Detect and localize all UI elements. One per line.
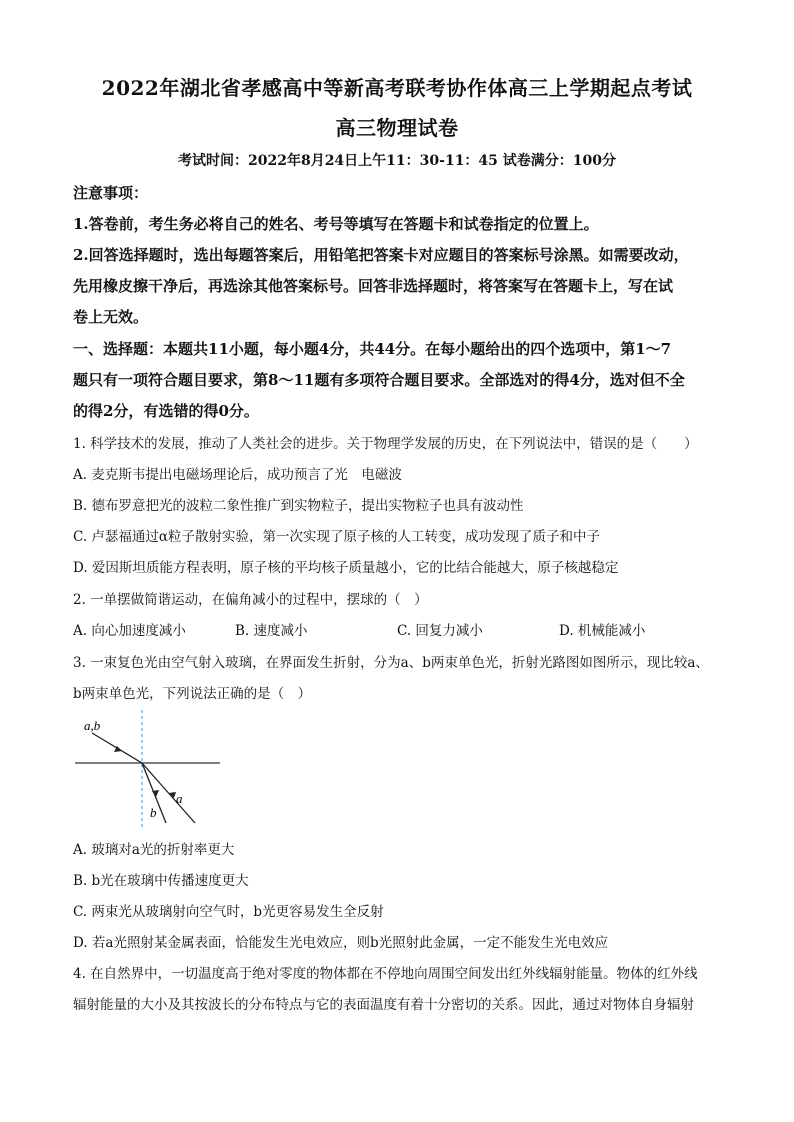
notice-item-2-line-1: 2.回答选择题时，选出每题答案后，用铅笔把答案卡对应题目的答案标号涂黑。如需要改动， <box>73 246 689 264</box>
q3-stem-line-1: 3. 一束复色光由空气射入玻璃，在界面发生折射，分为a、b两束单色光，折射光路图如图所示，现比较a、 <box>73 655 709 671</box>
q4-line-1: 4. 在自然界中，一切温度高于绝对零度的物体都在不停地向周围空间发出红外线辐射能量。物体的红外线 <box>73 966 698 982</box>
section-1-line-1: 一、选择题：本题共11小题，每小题4分，共44分。在每小题给出的四个选项中，第1～7 <box>73 340 672 358</box>
notice-item-1: 1.答卷前，考生务必将自己的姓名、考号等填写在答题卡和试卷指定的位置上。 <box>73 215 599 233</box>
notice-item-2-line-3: 卷上无效。 <box>73 308 149 326</box>
q4-line-2: 辐射能量的大小及其按波长的分布特点与它的表面温度有着十分密切的关系。因此，通过对物体自身辐射 <box>73 997 694 1013</box>
q2-option-c: C. 回复力减小 <box>397 623 483 639</box>
q2-options <box>73 619 733 639</box>
q2-stem: 2. 一单摆做简谐运动，在偏角减小的过程中，摆球的（ ） <box>73 592 428 608</box>
refraction-diagram <box>70 705 220 835</box>
q3-option-a: A. 玻璃对a光的折射率更大 <box>73 842 235 858</box>
label-ab: a,b <box>84 718 101 733</box>
q3-option-d: D. 若a光照射某金属表面，恰能发生光电效应，则b光照射此金属，一定不能发生光电效应 <box>73 935 609 951</box>
section-1-line-3: 的得2分，有选错的得0分。 <box>73 402 259 420</box>
q1-stem: 1. 科学技术的发展，推动了人类社会的进步。关于物理学发展的历史，在下列说法中，错误的是（ ） <box>73 436 698 452</box>
q2-option-a: A. 向心加速度减小 <box>73 623 186 639</box>
q2-option-d: D. 机械能减小 <box>559 623 646 639</box>
exam-subtitle: 高三物理试卷 <box>335 116 459 140</box>
notice-heading: 注意事项： <box>73 184 149 202</box>
q1-option-b: B. 德布罗意把光的波粒二象性推广到实物粒子，提出实物粒子也具有波动性 <box>73 498 524 514</box>
q1-option-d: D. 爱因斯坦质能方程表明，原子核的平均核子质量越小，它的比结合能越大，原子核越稳定 <box>73 560 619 576</box>
q3-option-b: B. b光在玻璃中传播速度更大 <box>73 873 249 889</box>
exam-title: 2022年湖北省孝感高中等新高考联考协作体高三上学期起点考试 <box>101 76 693 100</box>
q1-option-c: C. 卢瑟福通过α粒子散射实验，第一次实现了原子核的人工转变，成功发现了质子和中子 <box>73 529 601 545</box>
section-1-line-2: 题只有一项符合题目要求，第8～11题有多项符合题目要求。全部选对的得4分，选对但不全 <box>73 371 685 389</box>
ray-b-arrow <box>152 790 159 797</box>
notice-item-2-line-2: 先用橡皮擦干净后，再选涂其他答案标号。回答非选择题时，将答案写在答题卡上，写在试 <box>73 277 674 295</box>
q3-option-c: C. 两束光从玻璃射向空气时，b光更容易发生全反射 <box>73 904 384 920</box>
q1-option-a: A. 麦克斯韦提出电磁场理论后，成功预言了光 电磁波 <box>73 467 402 483</box>
exam-info: 考试时间：2022年8月24日上午11：30-11：45 试卷满分：100分 <box>177 153 617 169</box>
label-a: a <box>176 791 183 806</box>
q2-option-b: B. 速度减小 <box>235 623 308 639</box>
label-b: b <box>150 805 157 820</box>
q3-stem-line-2: b两束单色光，下列说法正确的是（ ） <box>73 686 312 702</box>
